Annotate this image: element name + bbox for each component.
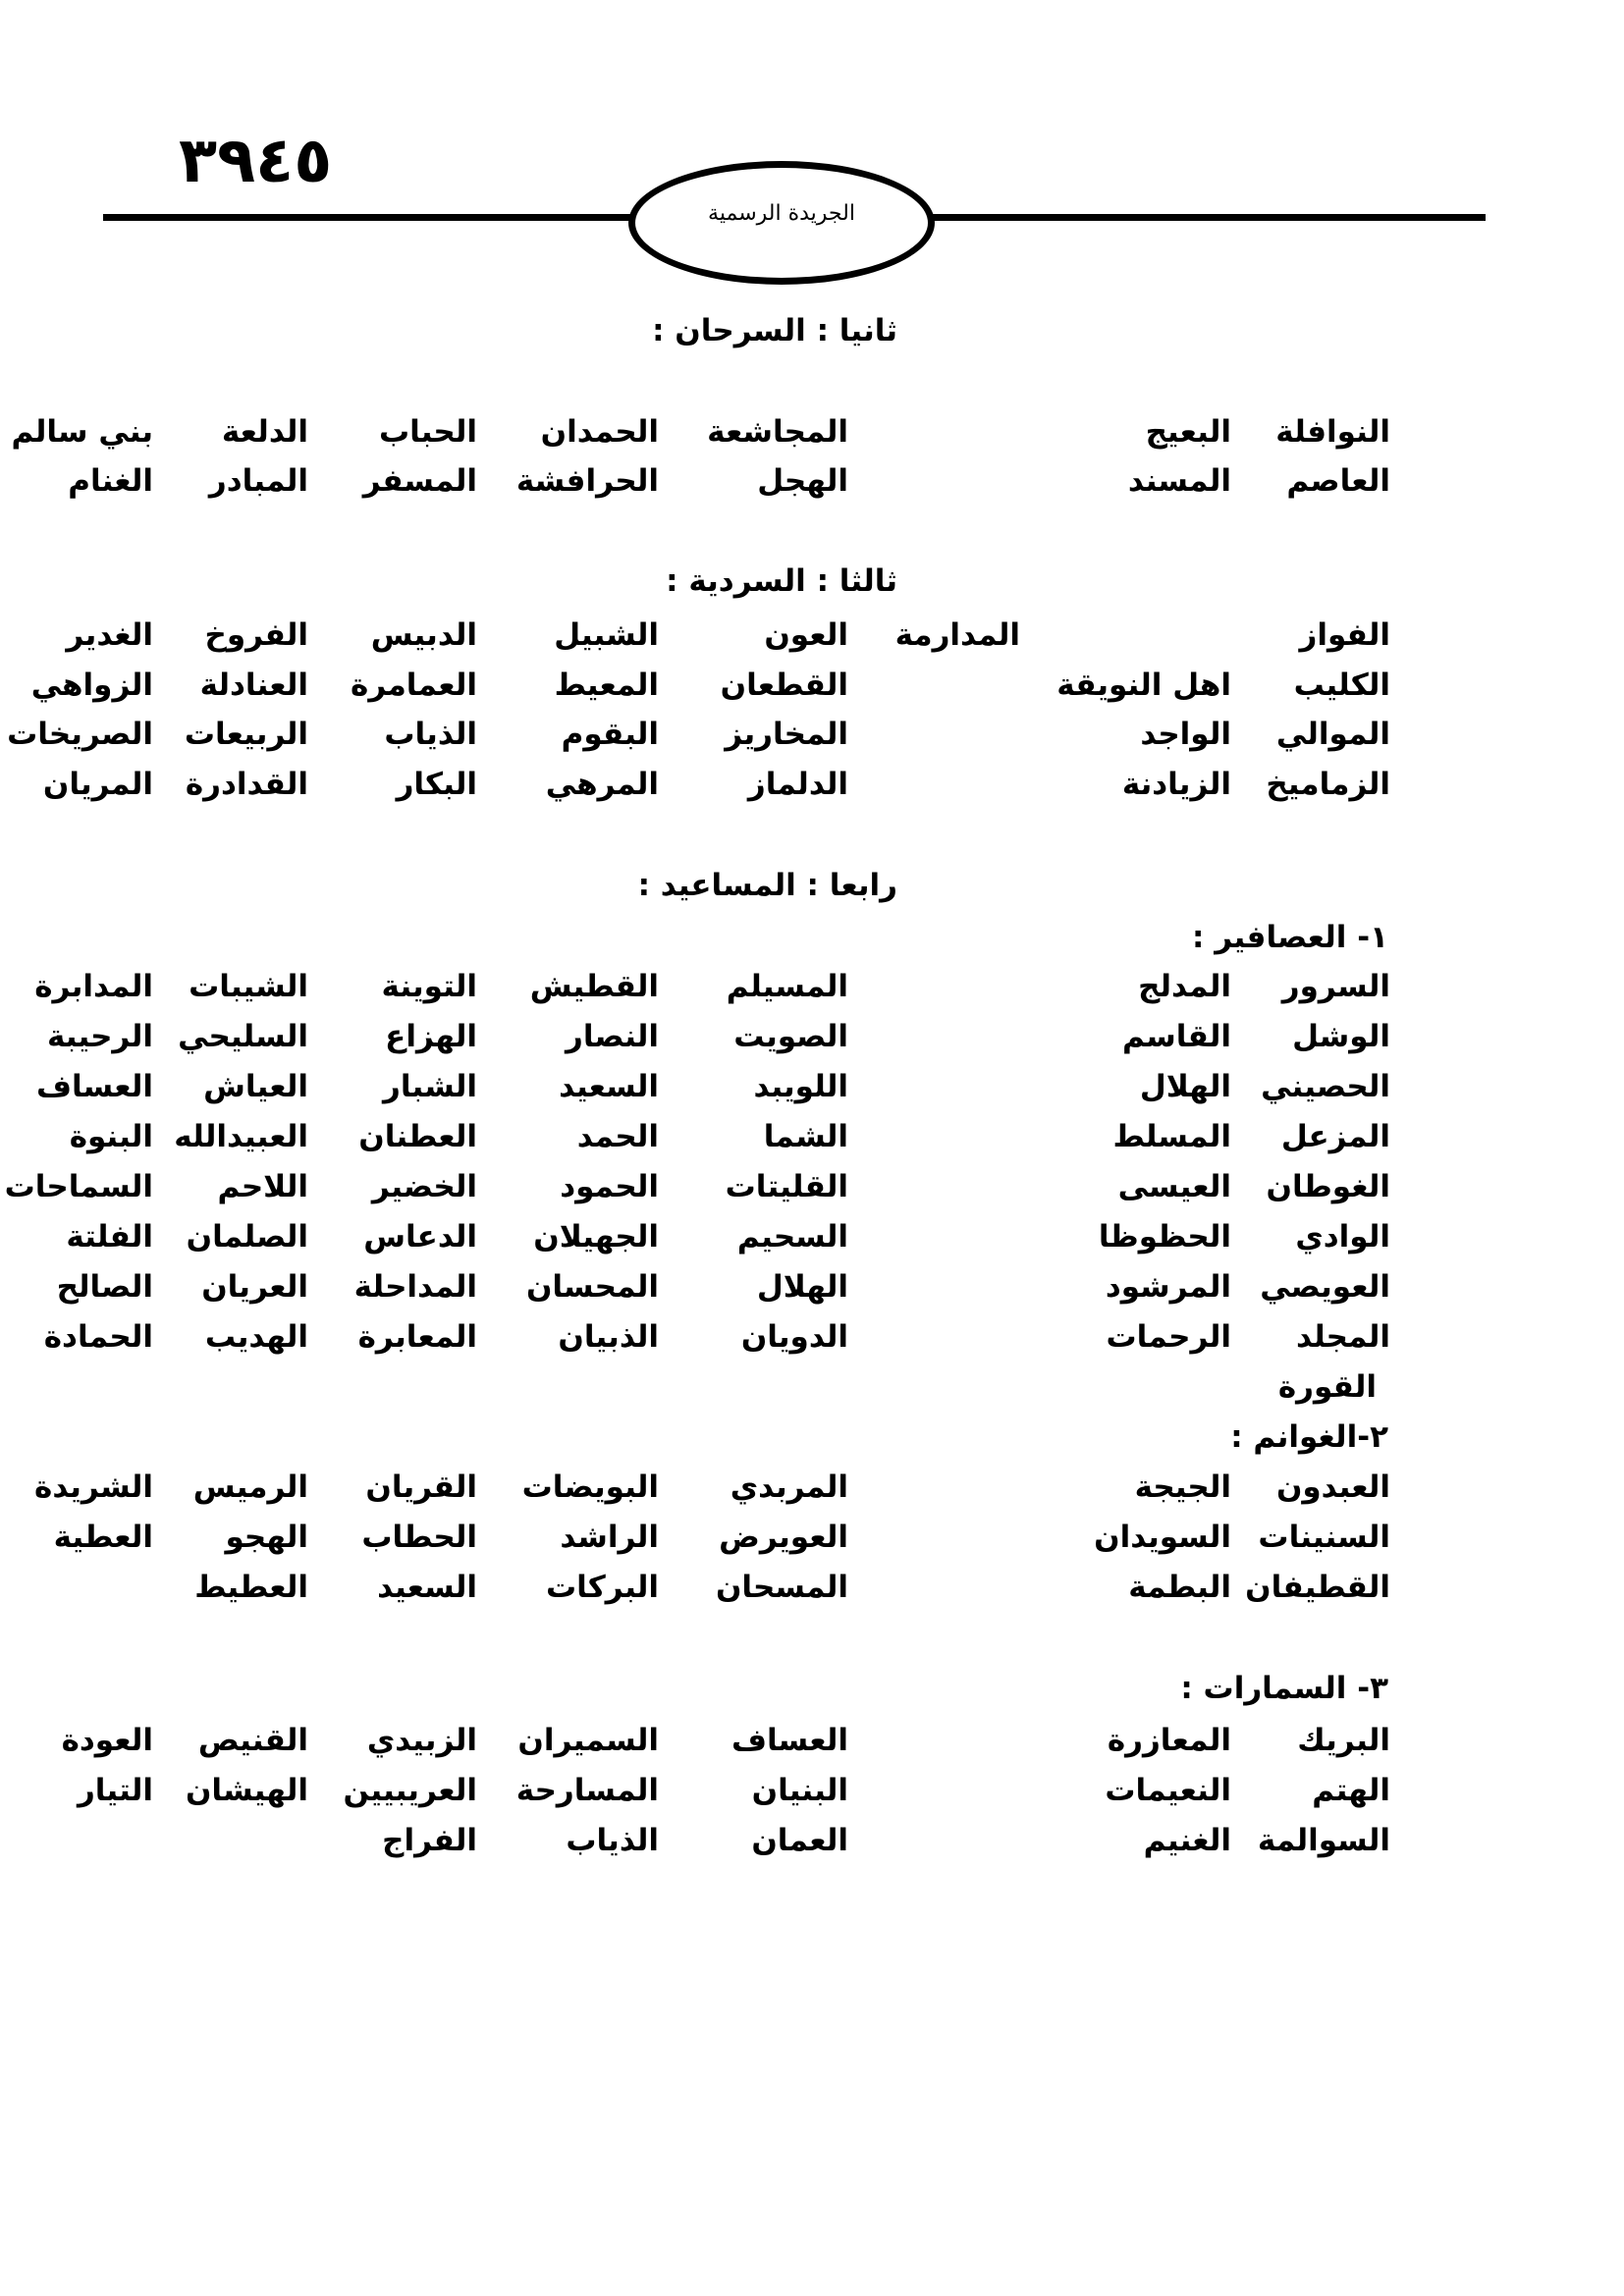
name-cell: العطيط	[194, 1570, 308, 1605]
name-cell: الهجل	[757, 463, 848, 499]
name-cell: السعيد	[377, 1570, 477, 1605]
section-heading-masaeed: رابعا : المساعيد :	[637, 868, 897, 903]
name-cell: العمامرة	[351, 667, 477, 703]
name-cell: البقوم	[561, 717, 659, 752]
name-cell: الرميس	[192, 1469, 308, 1505]
name-cell: العودة	[61, 1723, 153, 1758]
name-cell: الحباب	[378, 414, 477, 450]
name-cell: الشبيل	[554, 617, 659, 653]
name-cell: الهيشان	[185, 1773, 308, 1808]
name-cell: الزماميخ	[1266, 767, 1390, 802]
name-cell: السنينات	[1258, 1520, 1390, 1555]
name-cell: المعيط	[554, 667, 659, 703]
name-cell: العاصم	[1286, 463, 1390, 499]
subsection-heading-ghawanim: ٢-الغوانم :	[1230, 1419, 1388, 1455]
name-cell: المجاشعة	[707, 414, 848, 450]
name-cell: البنيان	[751, 1773, 848, 1808]
name-cell: الشما	[763, 1119, 848, 1154]
name-cell: السوالمة	[1257, 1823, 1390, 1858]
table-row	[0, 1823, 1624, 1865]
name-cell: العياش	[203, 1069, 308, 1104]
name-cell: اللويبد	[753, 1069, 848, 1104]
name-cell: الخضير	[371, 1169, 477, 1204]
name-cell: العبدون	[1275, 1469, 1390, 1505]
masthead-oval	[628, 161, 935, 285]
table-row	[0, 1522, 1624, 1562]
name-cell: الحمادة	[43, 1319, 153, 1355]
name-cell: الحمدان	[540, 414, 659, 450]
name-cell: الهجو	[225, 1520, 308, 1555]
name-cell: الصلمان	[186, 1219, 308, 1255]
page-number: ٣٩٤٥	[179, 125, 333, 197]
name-cell: الزواهي	[30, 667, 153, 703]
name-cell: الدلعة	[221, 414, 308, 450]
name-cell: المرهي	[545, 767, 659, 802]
name-cell: البويضات	[521, 1469, 659, 1505]
name-cell: الهتم	[1312, 1773, 1390, 1808]
name-cell: السويدان	[1094, 1520, 1231, 1555]
name-cell: المدارمة	[894, 617, 1020, 653]
name-cell: الربيعات	[184, 717, 308, 752]
name-cell: الحمود	[560, 1169, 659, 1204]
name-cell: العطية	[53, 1520, 153, 1555]
name-cell: الوادي	[1295, 1219, 1390, 1255]
name-cell: العساف	[36, 1069, 153, 1104]
name-cell: المخاريز	[725, 717, 848, 752]
name-cell: المدابرة	[34, 969, 153, 1004]
name-cell: المعابرة	[357, 1319, 477, 1355]
name-cell: القورة	[1277, 1369, 1377, 1405]
table-row	[0, 667, 1624, 710]
name-cell: العساف	[731, 1723, 848, 1758]
name-cell: المريان	[42, 767, 153, 802]
name-cell: الهلال	[756, 1269, 848, 1305]
name-cell: الحطاب	[361, 1520, 477, 1555]
name-cell: السماحات	[4, 1169, 153, 1204]
name-cell: الغوطان	[1266, 1169, 1390, 1204]
name-cell: القدادرة	[185, 767, 308, 802]
name-cell: الحرافشة	[515, 463, 659, 499]
name-cell: الصالح	[56, 1269, 153, 1305]
section-heading-sarhan: ثانيا : السرحان :	[652, 313, 897, 348]
name-cell: الزبيدي	[366, 1723, 477, 1758]
name-cell: الجهيلان	[533, 1219, 659, 1255]
subsection-heading-asafir: ١- العصافير :	[1192, 920, 1388, 955]
name-cell: البنوة	[69, 1119, 153, 1154]
name-cell: الشبار	[383, 1069, 477, 1104]
name-cell: السعيد	[559, 1069, 659, 1104]
name-cell: البريك	[1297, 1723, 1390, 1758]
name-cell: الحصيني	[1261, 1069, 1390, 1104]
name-cell: الغدير	[66, 617, 153, 653]
name-cell: الذياب	[384, 717, 477, 752]
name-cell: القاسم	[1121, 1019, 1231, 1054]
table-row	[0, 1119, 1624, 1161]
name-cell: المسلط	[1112, 1119, 1231, 1154]
name-cell: العويصي	[1260, 1269, 1390, 1305]
table-row	[0, 1169, 1624, 1211]
name-cell: العون	[764, 617, 848, 653]
name-cell: النعيمات	[1105, 1773, 1231, 1808]
name-cell: المرشود	[1105, 1269, 1231, 1305]
name-cell: الغنيم	[1143, 1823, 1231, 1858]
name-cell: الدبيس	[370, 617, 477, 653]
name-cell: الكليب	[1293, 667, 1390, 703]
name-cell: المسفر	[362, 463, 477, 499]
name-cell: الموالي	[1275, 717, 1390, 752]
name-cell: الشريدة	[34, 1469, 153, 1505]
name-cell: العريان	[201, 1269, 308, 1305]
name-cell: القطيفان	[1245, 1570, 1390, 1605]
name-cell: الشيبات	[189, 969, 308, 1004]
name-cell: الجيجة	[1134, 1469, 1231, 1505]
name-cell: الفراج	[382, 1823, 477, 1858]
name-cell: العبيدالله	[174, 1119, 308, 1154]
name-cell: الواجد	[1140, 717, 1231, 752]
name-cell: الدويان	[740, 1319, 848, 1355]
name-cell: المسحان	[715, 1570, 848, 1605]
name-cell: العمان	[751, 1823, 848, 1858]
name-cell: الدعاس	[363, 1219, 477, 1255]
name-cell: المربدي	[730, 1469, 848, 1505]
table-row	[0, 767, 1624, 809]
table-row	[0, 717, 1624, 759]
name-cell: اللاحم	[217, 1169, 308, 1204]
table-row	[0, 1069, 1624, 1111]
name-cell: العطنان	[358, 1119, 477, 1154]
name-cell: القنيص	[197, 1723, 308, 1758]
name-cell: الفلتة	[66, 1219, 153, 1255]
name-cell: المزعل	[1280, 1119, 1390, 1154]
name-cell: الغنام	[68, 463, 153, 499]
table-row	[0, 1723, 1624, 1765]
name-cell: الهزاع	[385, 1019, 477, 1054]
name-cell: الرحيبة	[46, 1019, 153, 1054]
name-cell: المدلج	[1138, 969, 1231, 1004]
name-cell: الفروخ	[204, 617, 308, 653]
table-row	[0, 414, 1624, 456]
name-cell: الفواز	[1299, 617, 1390, 653]
name-cell: الذبيان	[558, 1319, 659, 1355]
name-cell: الصريخات	[7, 717, 153, 752]
table-row	[0, 1369, 1624, 1412]
name-cell: القريان	[365, 1469, 477, 1505]
name-cell: السرور	[1281, 969, 1390, 1004]
name-cell: الوشل	[1292, 1019, 1390, 1054]
name-cell: المبادر	[208, 463, 308, 499]
name-cell: السحيم	[736, 1219, 848, 1255]
table-row	[0, 1570, 1624, 1612]
name-cell: الزيادنة	[1121, 767, 1231, 802]
name-cell: المعازرة	[1107, 1723, 1231, 1758]
name-cell: المسند	[1127, 463, 1231, 499]
name-cell: العيسى	[1117, 1169, 1231, 1204]
name-cell: السميران	[517, 1723, 659, 1758]
name-cell: البعيج	[1145, 414, 1231, 450]
name-cell: البكار	[396, 767, 477, 802]
name-cell: القليتات	[725, 1169, 848, 1204]
name-cell: الهلال	[1139, 1069, 1231, 1104]
table-row	[0, 617, 1624, 660]
name-cell: التوينة	[381, 969, 477, 1004]
table-row	[0, 1319, 1624, 1362]
name-cell: المجلد	[1296, 1319, 1390, 1355]
name-cell: العنادلة	[199, 667, 308, 703]
name-cell: النوافلة	[1275, 414, 1390, 450]
name-cell: الذياب	[566, 1823, 659, 1858]
name-cell: بني سالم	[11, 414, 153, 450]
table-row	[0, 1773, 1624, 1815]
masthead-title: الجريدة الرسمية	[708, 200, 855, 226]
name-cell: المسيلم	[726, 969, 848, 1004]
name-cell: الراشد	[560, 1520, 659, 1555]
name-cell: المحسان	[525, 1269, 659, 1305]
name-cell: الهديب	[204, 1319, 308, 1355]
name-cell: الصويت	[733, 1019, 848, 1054]
name-cell: الحظوظا	[1098, 1219, 1231, 1255]
name-cell: القطعان	[720, 667, 848, 703]
header-rule-left	[103, 214, 638, 221]
name-cell: القطيش	[529, 969, 659, 1004]
section-heading-sardiya: ثالثا : السردية :	[666, 563, 897, 599]
name-cell: العويرض	[719, 1520, 848, 1555]
name-cell: السليحي	[178, 1019, 308, 1054]
table-row	[0, 1469, 1624, 1512]
name-cell: النصار	[566, 1019, 659, 1054]
table-row	[0, 1219, 1624, 1261]
name-cell: الرحمات	[1106, 1319, 1231, 1355]
name-cell: المداحلة	[353, 1269, 477, 1305]
subsection-heading-samarat: ٣- السمارات :	[1180, 1671, 1388, 1706]
name-cell: المسارحة	[515, 1773, 659, 1808]
table-row	[0, 463, 1624, 506]
table-row	[0, 969, 1624, 1011]
name-cell: البطمة	[1128, 1570, 1231, 1605]
name-cell: الدلماز	[747, 767, 848, 802]
name-cell: البركات	[545, 1570, 659, 1605]
table-row	[0, 1269, 1624, 1311]
table-row	[0, 1019, 1624, 1061]
header-rule-right	[931, 214, 1486, 221]
name-cell: الحمد	[576, 1119, 659, 1154]
name-cell: اهل النويقة	[1056, 667, 1231, 703]
name-cell: التيار	[77, 1773, 153, 1808]
name-cell: العريبيين	[343, 1773, 477, 1808]
